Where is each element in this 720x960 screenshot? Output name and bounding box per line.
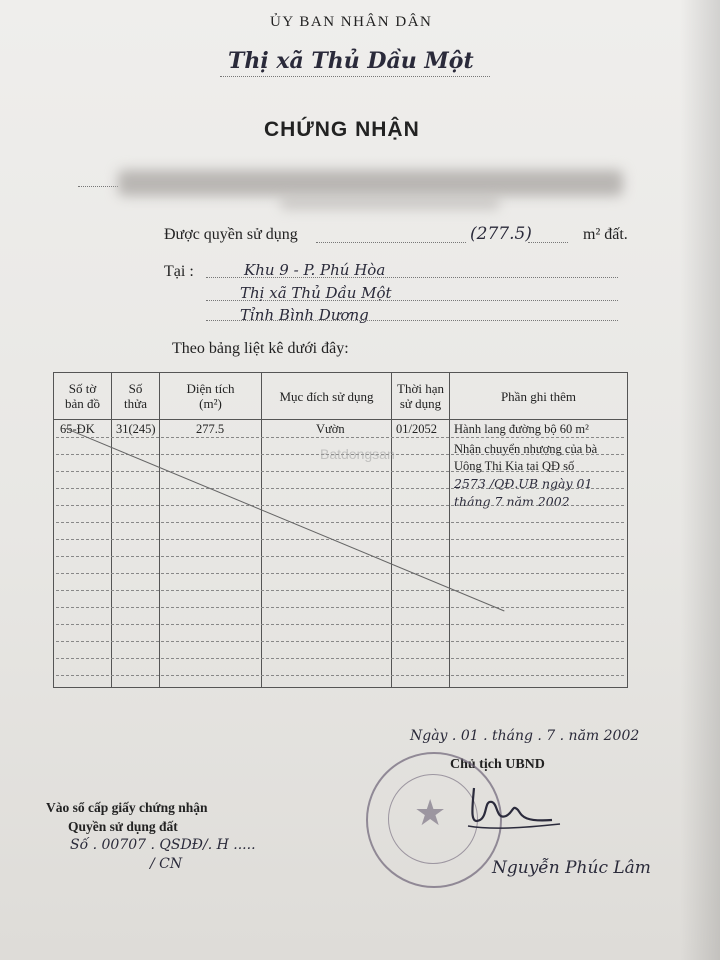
table-header-row [54,373,628,420]
table-rule-line [56,505,624,506]
value-purpose: Vườn [316,422,345,436]
value-term: 01/2052 [396,422,437,436]
table-rule-line [56,641,624,642]
issue-date: Ngày . 01 . tháng . 7 . năm 2002 [410,728,640,744]
header-term-line1: Thời hạn [397,381,444,396]
location-dots-3 [206,320,618,321]
chairman-signature [462,780,572,840]
table-rule-line [56,488,624,489]
table-rule-line [56,590,624,591]
page-shadow [680,0,720,960]
table-rule-line [56,675,624,676]
table-rule-line [56,471,624,472]
owner-dotted-line [78,186,118,187]
location-line-1: Khu 9 - P. Phú Hòa [244,261,386,279]
table-rule-line [56,556,624,557]
table-rule-line [56,624,624,625]
note-line-4: 2573 /QĐ.UB ngày 01 [454,476,593,491]
cell-map-sheet [54,420,112,688]
usage-area: (277.5) [470,224,532,244]
usage-dots [316,242,466,243]
registry-line-2: Quyền sử dụng đất [68,819,178,834]
header-parcel-line2: thửa [124,396,147,411]
watermark-logo: Batdongsan [320,446,395,462]
table-rule-line [56,437,624,438]
table-rule-line [56,522,624,523]
town-underline [220,76,490,77]
redacted-owner-detail [280,196,500,210]
chairman-name: Nguyễn Phúc Lâm [492,858,651,878]
header-map-sheet-line1: Số tờ [68,381,97,396]
usage-unit: m² đất. [583,226,628,243]
value-area: 277.5 [196,422,225,436]
location-line-3: Tỉnh Bình Dương [240,306,369,324]
header-area [160,373,262,420]
header-parcel-line1: Số [128,381,143,396]
list-intro: Theo bảng liệt kê dưới đây: [172,340,349,357]
location-dots-1 [206,277,618,278]
usage-dots-2 [528,242,568,243]
header-term-line2: sử dụng [399,396,442,411]
header-notes: Phần ghi thêm [450,373,628,420]
header-area-line2: (m²) [199,396,222,411]
location-label: Tại : [164,263,194,280]
registry-line-1: Vào sổ cấp giấy chứng nhận [46,800,208,815]
cell-notes [450,420,628,688]
table-rule-line [56,607,624,608]
header-area-line1: Diện tích [186,381,235,396]
certificate-title: CHỨNG NHẬN [264,118,420,141]
note-line-3: Uông Thị Kia tại QĐ số [454,459,575,473]
town-name: Thị xã Thủ Dầu Một [228,48,474,74]
table-rule-line [56,658,624,659]
location-dots-2 [206,300,618,301]
header-term [392,373,450,420]
value-map-sheet: 65-ĐK [60,422,95,436]
redacted-owner-name [118,170,623,196]
seal-star-icon: ★ [414,793,447,833]
cell-term [392,420,450,688]
committee-heading: ỦY BAN NHÂN DÂN [270,14,433,30]
table-rule-line [56,539,624,540]
header-map-sheet-line2: bản đồ [64,396,101,411]
usage-label: Được quyền sử dụng [164,226,298,243]
registry-suffix: / CN [150,856,183,872]
cell-parcel [112,420,160,688]
value-parcel: 31(245) [116,422,156,436]
location-line-2: Thị xã Thủ Dầu Một [240,284,392,302]
note-line-5: tháng 7 năm 2002 [454,494,570,509]
registry-number: Số . 00707 . QSDĐ/. H ..... [70,837,256,853]
note-line-2: Nhận chuyển nhượng của bà [454,442,598,456]
table-rule-line [56,573,624,574]
header-map-sheet [54,373,112,420]
chairman-role: Chủ tịch UBND [450,757,545,772]
cell-area [160,420,262,688]
header-parcel [112,373,160,420]
note-line-1: Hành lang đường bộ 60 m² [454,422,589,436]
header-purpose: Mục đích sử dụng [262,373,392,420]
